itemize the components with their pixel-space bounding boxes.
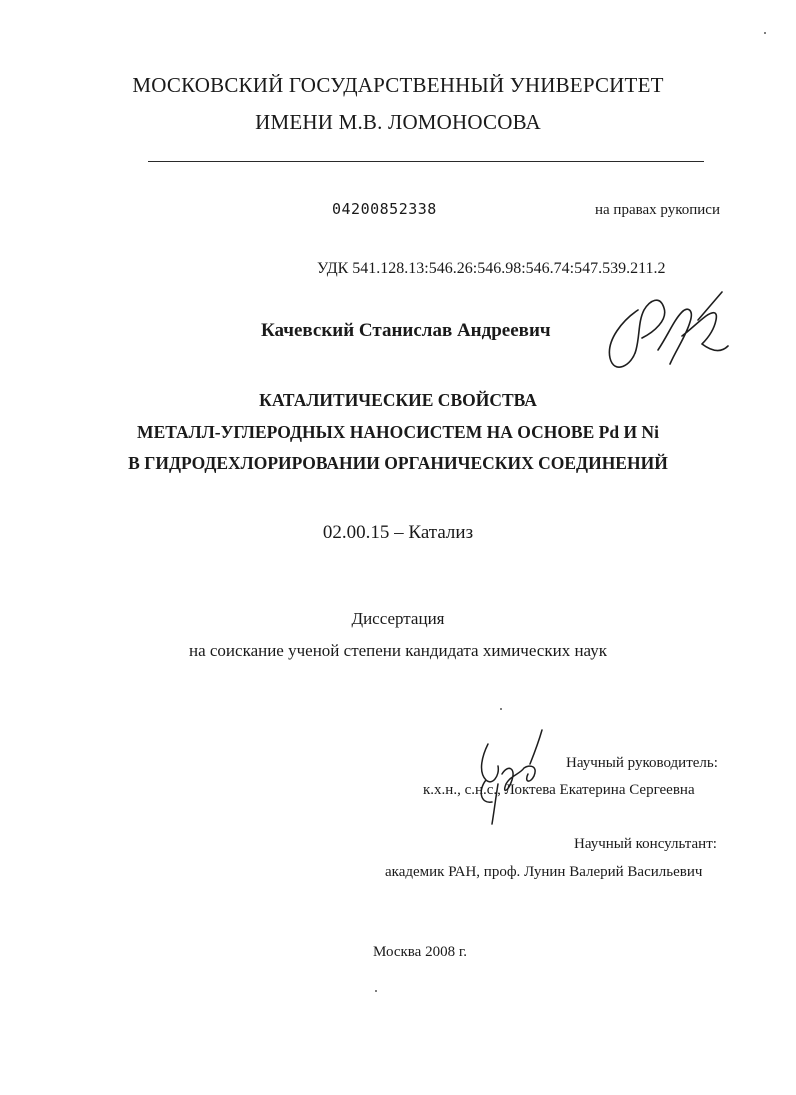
scan-speck	[375, 990, 377, 992]
thesis-title-line2: МЕТАЛЛ-УГЛЕРОДНЫХ НАНОСИСТЕМ НА ОСНОВЕ Pd И Ni	[137, 422, 659, 442]
thesis-title-line1: КАТАЛИТИЧЕСКИЕ СВОЙСТВА	[259, 390, 537, 410]
advisor-signature-icon	[468, 724, 568, 834]
scan-speck	[764, 32, 766, 34]
author-name: Качевский Станислав Андреевич	[261, 320, 551, 341]
dissertation-type: Диссертация	[351, 609, 445, 628]
advisor-label: Научный руководитель:	[566, 755, 718, 771]
consultant-label: Научный консультант:	[574, 836, 717, 852]
author-signature-icon	[598, 280, 738, 380]
rights-note: на правах рукописи	[595, 202, 720, 218]
udk-code: УДК 541.128.13:546.26:546.98:546.74:547.539.211.2	[317, 260, 666, 277]
consultant-details: академик РАН, проф. Лунин Валерий Васильевич	[385, 864, 703, 880]
specialty-code: 02.00.15 – Катализ	[322, 522, 474, 543]
university-name-line2: ИМЕНИ М.В. ЛОМОНОСОВА	[255, 110, 541, 134]
inventory-number: 04200852338	[332, 200, 437, 218]
university-name-line1: МОСКОВСКИЙ ГОСУДАРСТВЕННЫЙ УНИВЕРСИТЕТ	[132, 73, 664, 97]
scan-speck	[500, 708, 502, 710]
advisor-details: к.х.н., с.н.с., Локтева Екатерина Сергеевна	[423, 782, 695, 798]
degree-statement: на соискание ученой степени кандидата химических наук	[188, 641, 607, 660]
place-and-year: Москва 2008 г.	[373, 944, 468, 960]
thesis-title-line3: В ГИДРОДЕХЛОРИРОВАНИИ ОРГАНИЧЕСКИХ СОЕДИНЕНИЙ	[128, 453, 668, 473]
header-divider	[148, 161, 704, 162]
